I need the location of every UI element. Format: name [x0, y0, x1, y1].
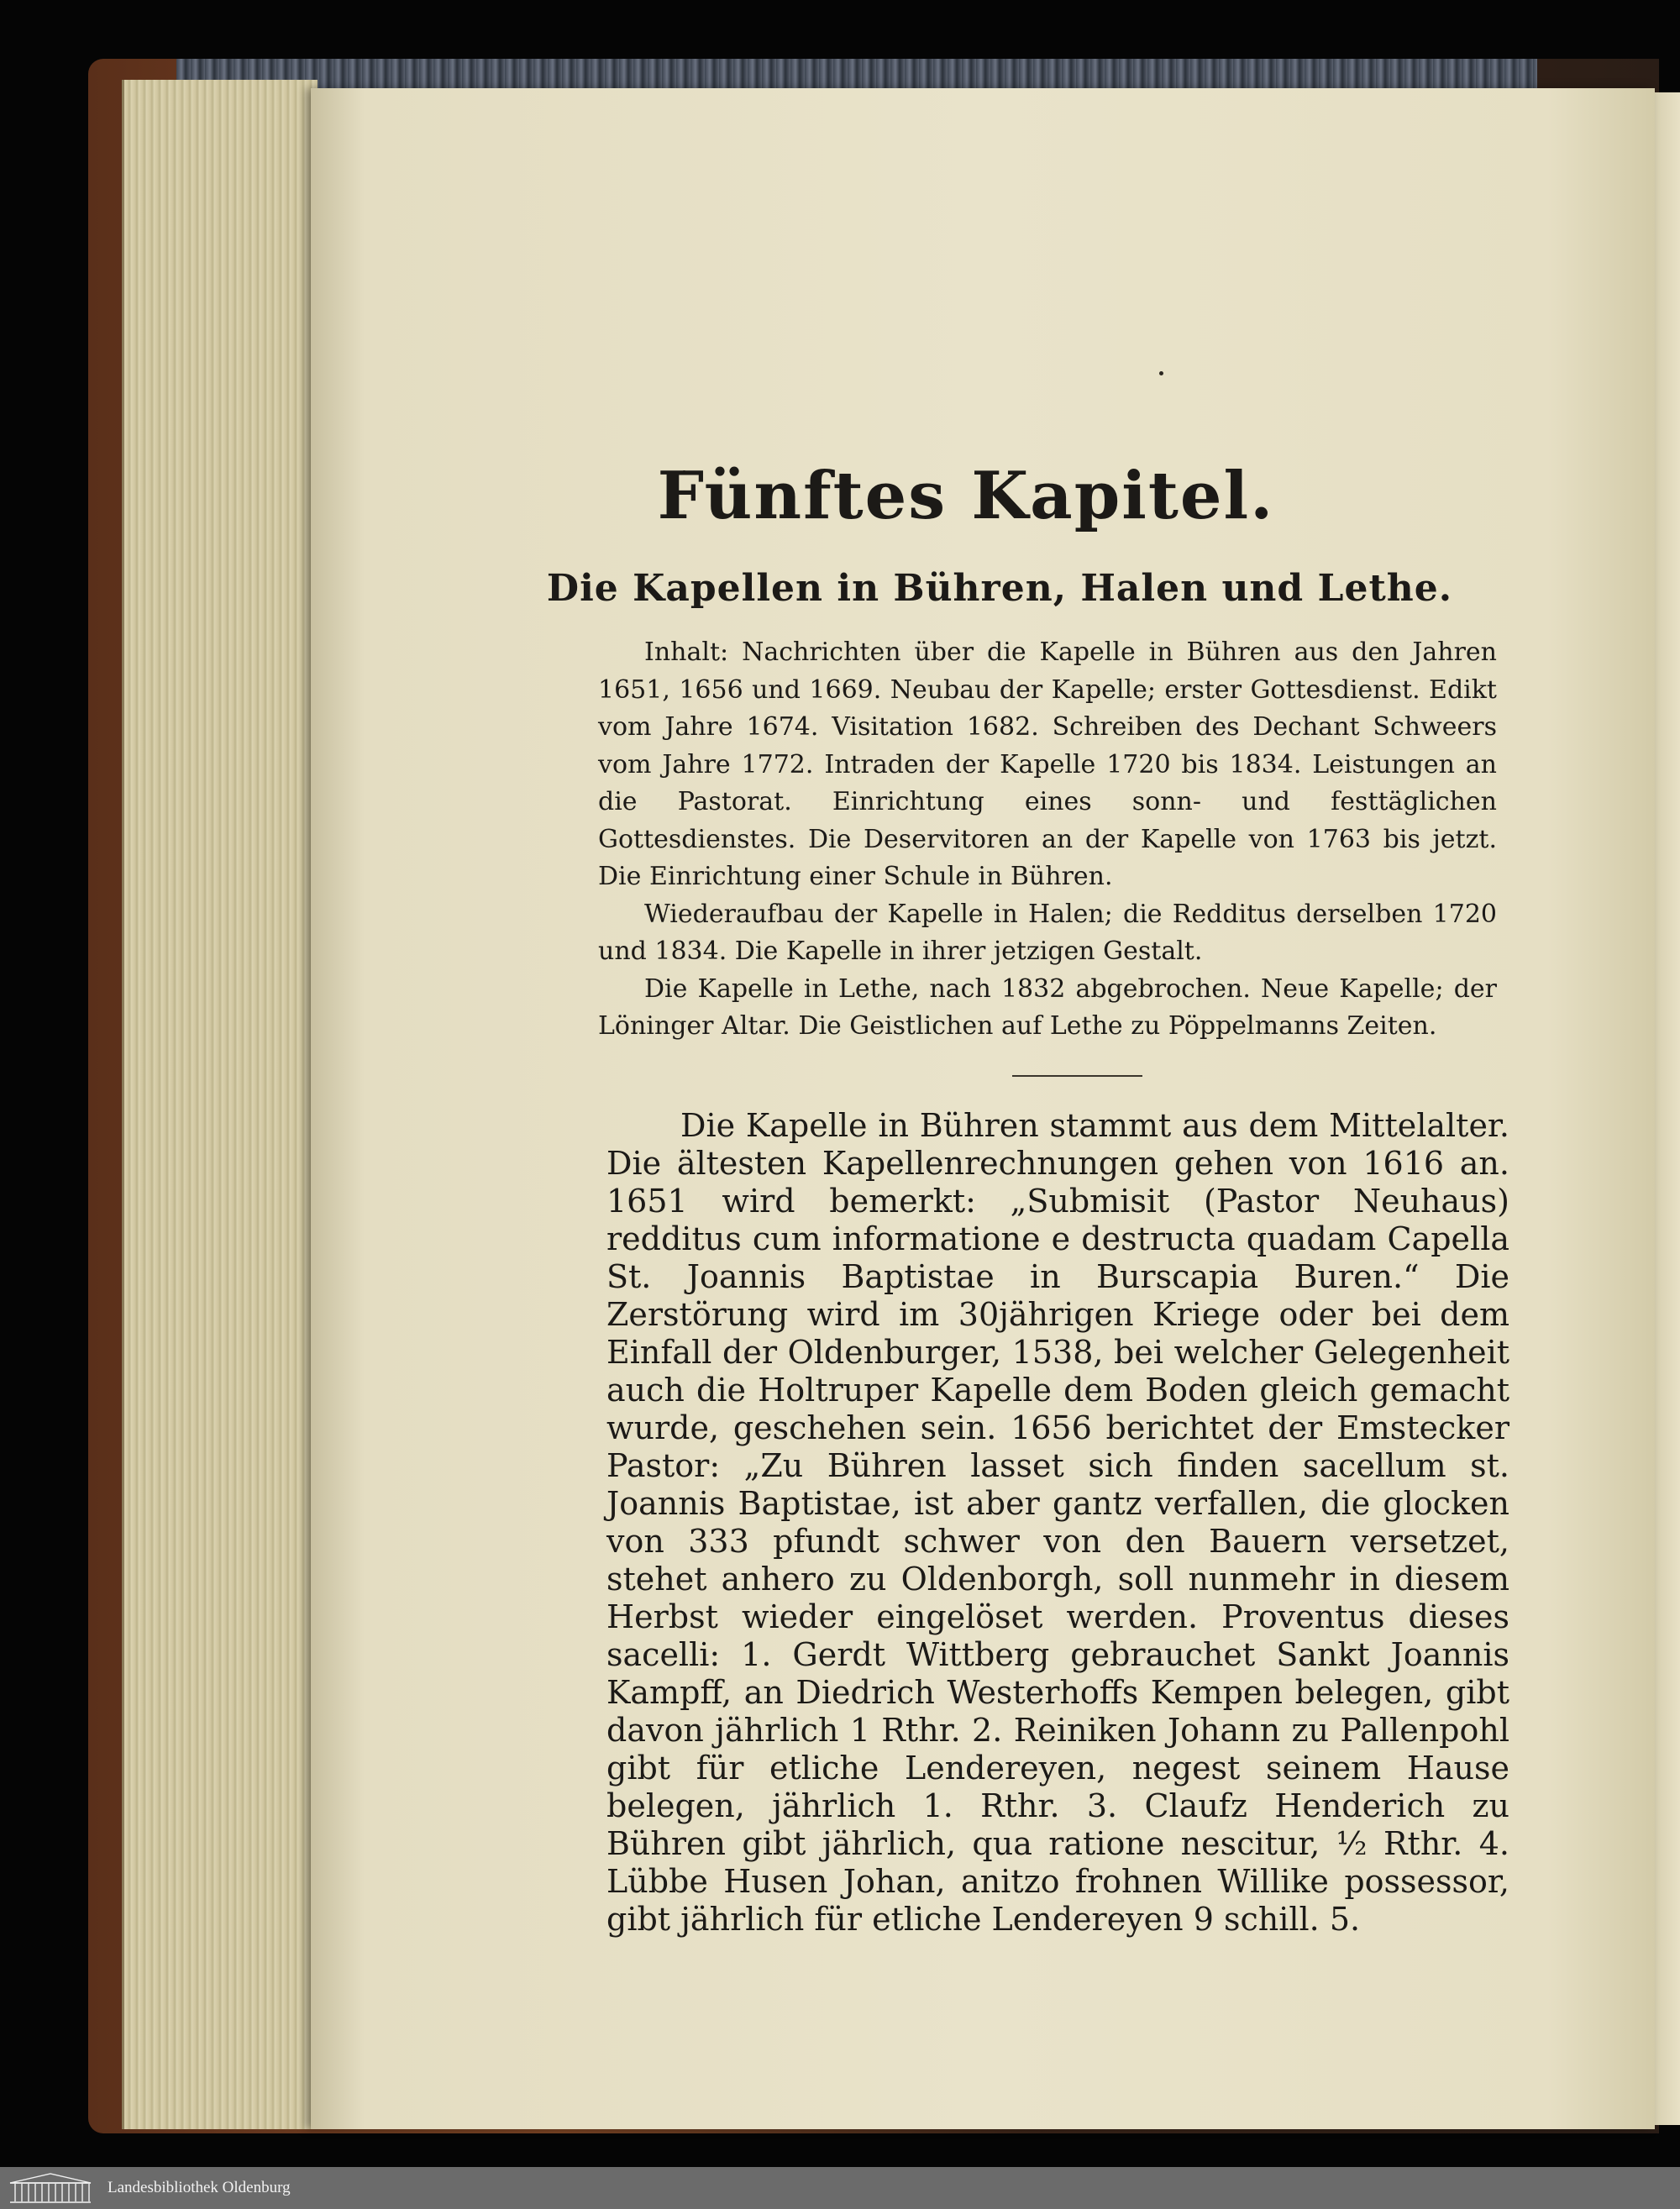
section-divider — [1012, 1075, 1142, 1077]
summary-paragraph: Die Kapelle in Lethe, nach 1832 abgebrochen. Neue Kapelle; der Löninger Altar. Die Geistlichen auf Lethe zu Pöppelmanns Zeiten. — [598, 973, 1497, 1041]
chapter-title: Fünftes Kapitel. — [657, 458, 1275, 534]
library-name-label: Landesbibliothek Oldenburg — [108, 2179, 291, 2196]
body-paragraph: Die Kapelle in Bühren stammt aus dem Mittelalter. Die ältesten Kapellenrechnungen gehen von 1616 an. 1651 wird bemerkt: „Submisit (Pastor Neuhaus) redditus cum informatione e destructa quadam Capella St. Joannis Baptistae in Burscapia Buren.“ Die Zerstörung wird im 30jährigen Kriege oder bei dem Einfall der Oldenburger, 1538, bei welcher Gelegenheit auch die Holtruper Kapelle dem Boden gleich gemacht wurde, geschehen sein. 1656 berichtet der Emstecker Pastor: „Zu Bühren lasset sich finden sacellum st. Joannis Baptistae, ist aber gantz verfallen, die glocken von 333 pfundt schwer von den Bauern versetzet, stehet anhero zu Oldenborgh, soll nunmehr in diesem Herbst wieder eingelöset werden. Proventus dieses sacelli: 1. Gerdt Wittberg gebrauchet Sankt Joannis Kampff, an Diedrich Westerhoffs Kempen belegen, gibt davon jährlich 1 Rthr. 2. Reiniken Johann zu Pallenpohl gibt für etliche Lendereyen, negest seinem Hause belegen, jährlich 1. Rthr. 3. Claufz Henderich zu Bühren gibt jährlich, qua ratione nescitur, ½ Rthr. 4. Lübbe Husen Johan, anitzo frohnen Willike possessor, gibt jährlich für etliche Lendereyen 9 schill. 5. — [606, 1107, 1509, 1938]
page-edges-stack — [122, 80, 318, 2129]
chapter-summary — [598, 634, 1497, 1046]
viewer-footer-bar — [0, 2167, 1680, 2209]
summary-paragraph: Inhalt: Nachrichten über die Kapelle in Bühren aus den Jahren 1651, 1656 und 1669. Neubau der Kapelle; erster Gottesdienst. Edikt vom Jahre 1674. Visitation 1682. Schreiben des Dechant Schweers vom Jahre 1772. Intraden der Kapelle 1720 bis 1834. Leistungen an die Pastorat. Einrichtung eines sonn- und festtäglichen Gottesdienstes. Die Deservitoren an der Kapelle von 1763 bis jetzt. Die Einrichtung einer Schule in Bühren. — [598, 638, 1497, 891]
print-speck — [1159, 371, 1163, 375]
chapter-subtitle: Die Kapellen in Bühren, Halen und Lethe. — [546, 567, 1453, 610]
body-text — [606, 1107, 1509, 1939]
summary-paragraph: Wiederaufbau der Kapelle in Halen; die Redditus derselben 1720 und 1834. Die Kapelle in ihrer jetzigen Gestalt. — [598, 899, 1497, 966]
library-building-logo-icon — [5, 2171, 96, 2205]
